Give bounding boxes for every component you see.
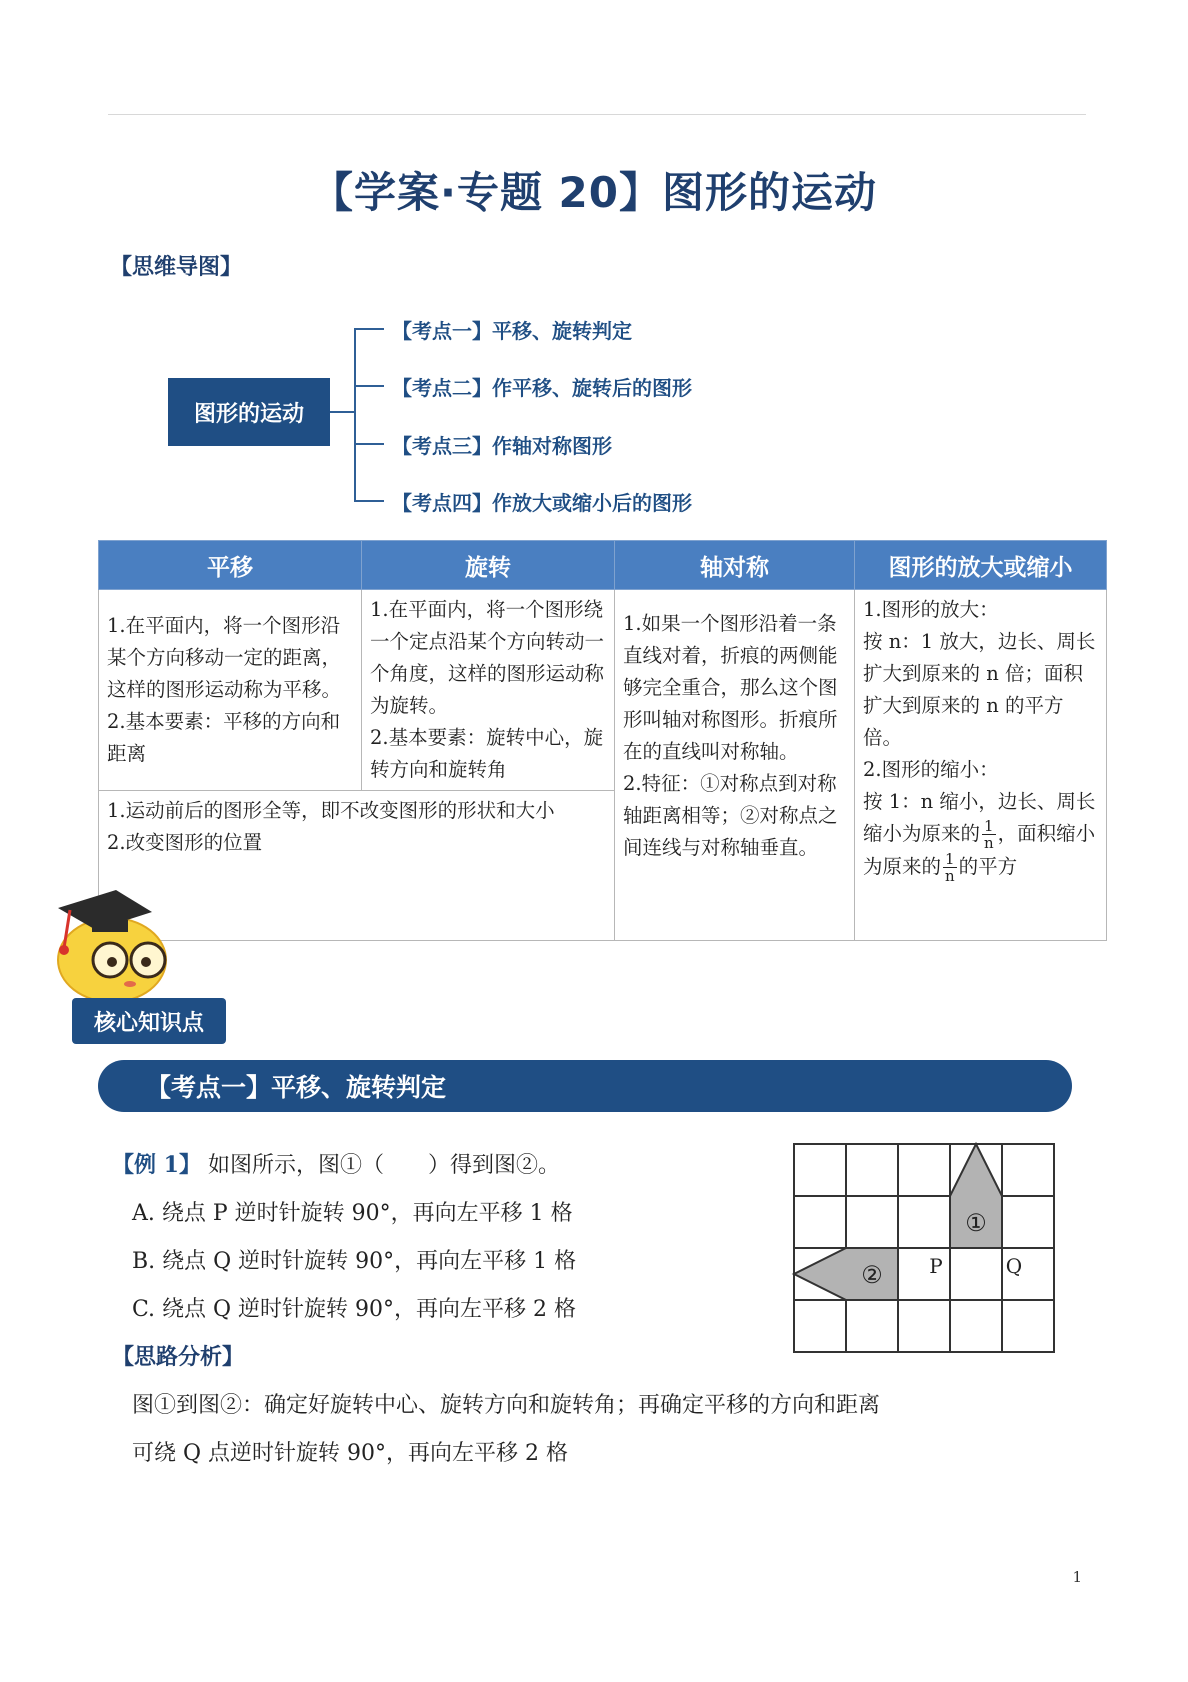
top-rule [108, 114, 1086, 115]
mascot-icon [40, 878, 180, 1002]
header-symmetry: 轴对称 [615, 541, 855, 590]
rotation-point-2: 2.基本要素：旋转中心，旋转方向和旋转角 [370, 726, 604, 781]
mind-map-branch-3: 【考点三】作轴对称图形 [392, 434, 612, 458]
page-number: 1 [1072, 1568, 1082, 1586]
label-q: Q [1005, 1254, 1023, 1278]
label-2: ② [861, 1261, 883, 1289]
fraction-1-over-n: $\frac{1}{n}$ [983, 817, 994, 852]
core-knowledge-badge: 核心知识点 [72, 998, 226, 1044]
label-p: P [929, 1254, 943, 1278]
mind-map-branch-1: 【考点一】平移、旋转判定 [392, 319, 632, 343]
mind-map-branch-line [354, 385, 384, 387]
common-point-2: 2.改变图形的位置 [107, 831, 263, 854]
mind-map-connector [330, 411, 354, 413]
shrink-text-a: 按 1：n 缩小，边长、周长缩小为原来的 [863, 790, 1096, 845]
example-tag: 【例 1】 [112, 1152, 201, 1178]
label-1: ① [965, 1209, 987, 1237]
shrink-text [863, 786, 1098, 884]
shrink-title: 2.图形的缩小： [863, 758, 999, 781]
mind-map-trunk [354, 328, 356, 502]
mind-map-root: 图形的运动 [168, 378, 330, 446]
mind-map-branch-line [354, 443, 384, 445]
page-title: 【学案·专题 20】图形的运动 [310, 168, 878, 217]
enlarge-title: 1.图形的放大： [863, 598, 999, 621]
analysis-label: 【思路分析】 [112, 1345, 245, 1370]
translation-point-1: 1.在平面内，将一个图形沿某个方向移动一定的距离，这样的图形运动称为平移。 [107, 614, 342, 701]
mind-map-branch-line [354, 500, 384, 502]
table-header-row [99, 541, 1107, 590]
mind-map-label: 【思维导图】 [110, 255, 243, 280]
cell-rotation [362, 590, 615, 791]
kp1-banner: 【考点一】平移、旋转判定 [98, 1060, 1072, 1112]
shrink-text-c: 的平方 [958, 855, 1018, 878]
mind-map-branch-line [354, 328, 384, 330]
rotation-point-1: 1.在平面内，将一个图形绕一个定点沿某个方向转动一个角度，这样的图形运动称为旋转。 [370, 598, 605, 717]
example-1 [112, 1148, 560, 1179]
translation-point-2: 2.基本要素：平移的方向和距离 [107, 710, 341, 765]
option-a: A. 绕点 P 逆时针旋转 90°，再向左平移 1 格 [132, 1201, 573, 1226]
symmetry-point-1: 1.如果一个图形沿着一条直线对着，折痕的两侧能够完全重合，那么这个图形叫轴对称图形。折痕所在的直线叫对称轴。 [623, 612, 838, 763]
example-question: 如图所示，图①（ ）得到图②。 [207, 1153, 560, 1178]
grid-lines [794, 1144, 1054, 1352]
knowledge-table [98, 540, 1107, 941]
common-point-1: 1.运动前后的图形全等，即不改变图形的形状和大小 [107, 799, 555, 822]
mind-map-branch-2: 【考点二】作平移、旋转后的图形 [392, 376, 692, 400]
header-translation: 平移 [99, 541, 362, 590]
fraction-1-over-n: $\frac{1}{n}$ [944, 850, 955, 885]
shrink-text-b: ，面积缩小为原来的 [863, 822, 1096, 878]
mind-map-branch-4: 【考点四】作放大或缩小后的图形 [392, 491, 692, 515]
cell-scale [855, 590, 1107, 941]
cell-translation [99, 590, 362, 791]
analysis-line-2: 可绕 Q 点逆时针旋转 90°，再向左平移 2 格 [132, 1441, 568, 1466]
option-b: B. 绕点 Q 逆时针旋转 90°，再向左平移 1 格 [132, 1249, 577, 1274]
cell-symmetry [615, 590, 855, 941]
option-c: C. 绕点 Q 逆时针旋转 90°，再向左平移 2 格 [132, 1297, 577, 1322]
header-rotation: 旋转 [362, 541, 615, 590]
table-row [99, 590, 1107, 791]
symmetry-point-2: 2.特征：①对称点到对称轴距离相等；②对称点之间连线与对称轴垂直。 [623, 772, 838, 859]
grid-figure [788, 1138, 1060, 1354]
header-scale: 图形的放大或缩小 [855, 541, 1107, 590]
analysis-line-1: 图①到图②：确定好旋转中心、旋转方向和旋转角；再确定平移的方向和距离 [132, 1393, 881, 1418]
enlarge-text: 按 n：1 放大，边长、周长扩大到原来的 n 倍；面积扩大到原来的 n 的平方倍。 [863, 630, 1096, 749]
